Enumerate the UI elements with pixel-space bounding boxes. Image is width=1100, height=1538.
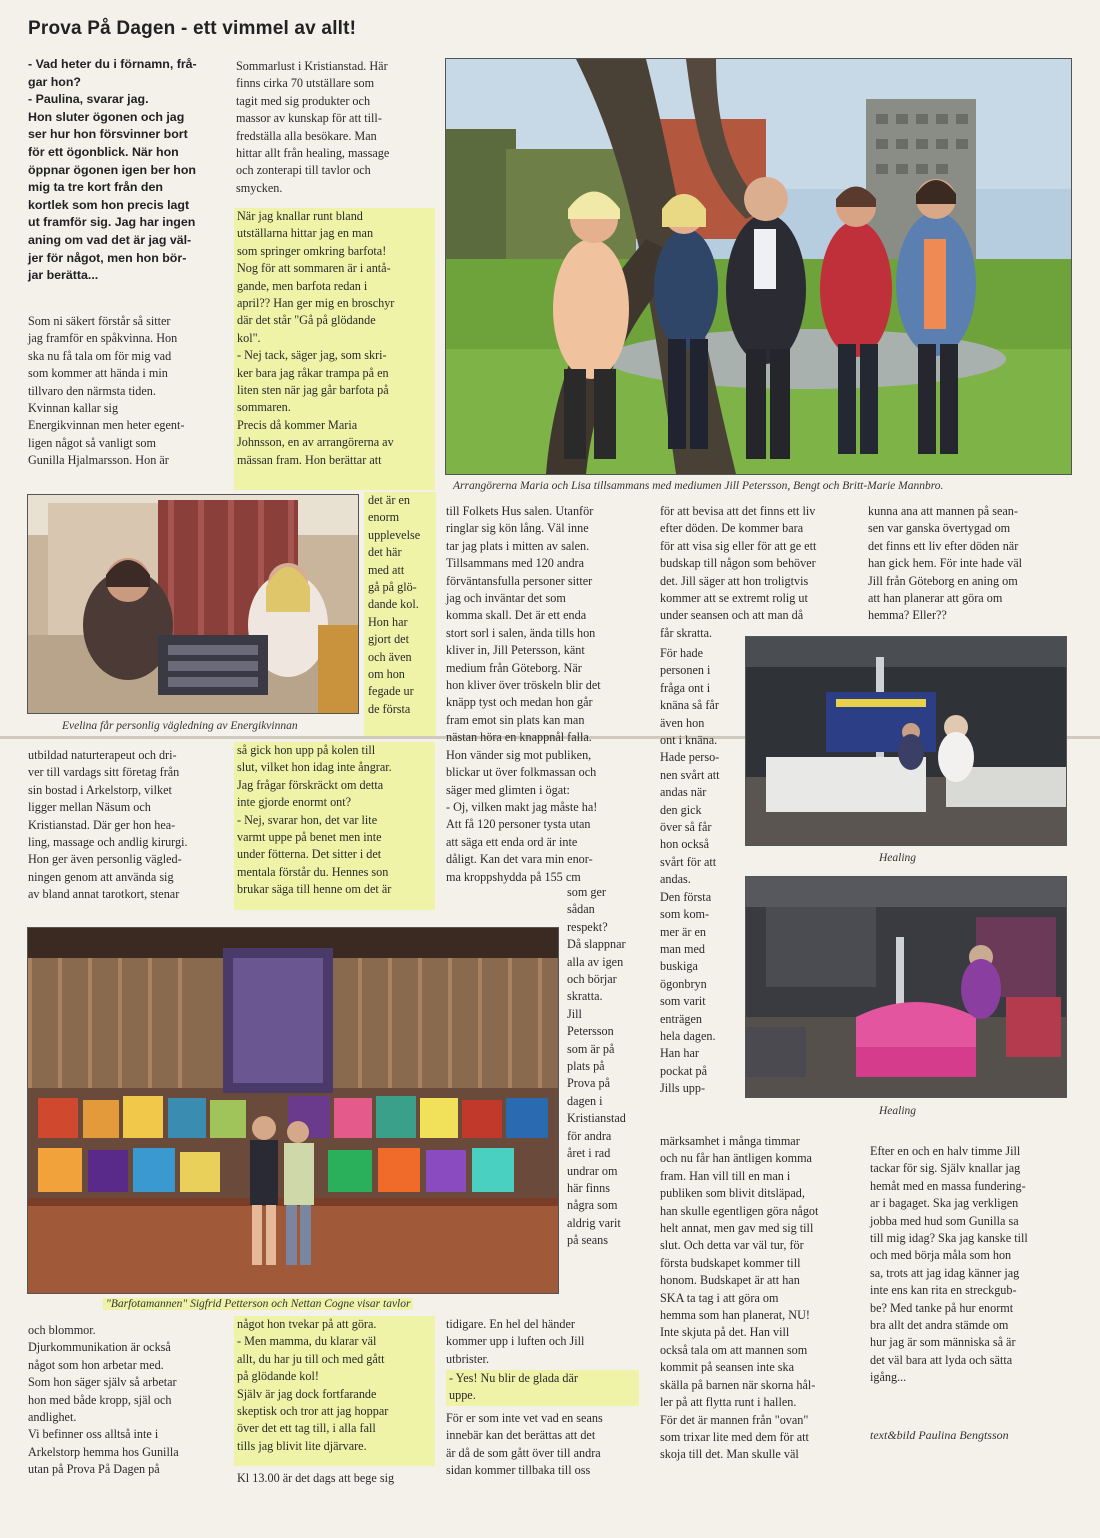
text-line: över det ett tag till, i alla fall xyxy=(237,1421,376,1436)
text-line: den gick xyxy=(660,802,702,817)
col3-narrow-text xyxy=(567,884,653,1250)
text-line: som springer omkring barfota! xyxy=(237,243,387,258)
text-line: För hade xyxy=(660,646,703,660)
text-line: tagit med sig produkter och xyxy=(236,93,371,108)
text-line: smycken. xyxy=(236,180,283,195)
text-line: det är en xyxy=(368,493,410,507)
text-line: publiken som blivit ditsläpad, xyxy=(660,1186,805,1201)
text-line: Prova på xyxy=(567,1076,610,1091)
text-line: Den första xyxy=(660,889,712,904)
text-line: på glödande kol! xyxy=(237,1369,319,1384)
text-line: för andra xyxy=(567,1128,612,1143)
text-line: jer för något, men hon bör- xyxy=(28,250,187,265)
text-line: helt annat, men gav med sig till xyxy=(660,1221,814,1236)
text-line: jag framför en spåkvinna. Hon xyxy=(28,331,178,346)
text-line: brukar säga till henne om det är xyxy=(237,882,392,897)
col4-top-text xyxy=(660,503,860,642)
col2-bottom-highlight xyxy=(234,1316,435,1466)
text-line: Efter en och en halv timme Jill xyxy=(870,1144,1021,1158)
text-line: stort sorl i salen, ända tills hon xyxy=(446,625,596,640)
text-line: fråga ont i xyxy=(660,680,711,695)
text-line: det väl bara att lyda och sätta xyxy=(870,1352,1013,1367)
text-line: hemåt med en massa fundering- xyxy=(870,1178,1026,1193)
text-line: aldrig varit xyxy=(567,1215,621,1230)
text-line: Hade perso- xyxy=(660,750,720,765)
text-line: några som xyxy=(567,1198,618,1213)
caption-healing-1: Healing xyxy=(879,852,917,864)
text-line: knäna så får xyxy=(660,698,719,713)
text-line: skeptisk och tror att jag hoppar xyxy=(237,1404,389,1419)
text-line: dande kol. xyxy=(368,597,419,612)
text-line: andlighet. xyxy=(28,1410,77,1425)
text-line: jag och inväntar det som xyxy=(446,591,566,606)
text-line: För det är mannen från "ovan" xyxy=(660,1412,809,1427)
text-line: För er som inte vet vad en seans xyxy=(446,1411,603,1425)
text-line: de första xyxy=(368,701,411,716)
text-line: hon kliver över tröskeln blir det xyxy=(446,678,601,693)
text-line: hemma? Eller?? xyxy=(868,608,947,623)
text-line: respekt? xyxy=(567,919,608,934)
text-line: skoja till det. Man skulle väl xyxy=(660,1447,799,1462)
text-line: första budskapet kommer till xyxy=(660,1255,801,1270)
healing-photo-1 xyxy=(745,636,1067,846)
text-line: jobba med hud som Gunilla sa xyxy=(870,1213,1019,1228)
text-line: och blommor. xyxy=(28,1323,96,1337)
text-line: kommit på seansen inte ska xyxy=(660,1360,795,1375)
text-line: liten sten när jag går barfota på xyxy=(237,383,389,398)
text-line: - Nej, svarar hon, det var lite xyxy=(237,812,378,827)
text-line: Hon vänder sig mot publiken, xyxy=(446,747,592,762)
col5-top-text xyxy=(868,503,1072,625)
text-line: och nu får han äntligen komma xyxy=(660,1151,812,1166)
text-line: ut framför sig. Jag har ingen xyxy=(28,215,196,230)
text-line: utbrister. xyxy=(446,1351,489,1366)
healing-photo-2 xyxy=(745,876,1067,1098)
text-line: Då slappnar xyxy=(567,937,626,952)
text-line: Som ni säkert förstår så sitter xyxy=(28,314,171,328)
text-line: Som hon säger själv så arbetar xyxy=(28,1375,177,1390)
text-line: Kristianstad. Där ger hon hea- xyxy=(28,817,176,832)
text-line: andas när xyxy=(660,785,707,800)
col1-mid-text xyxy=(28,747,228,904)
text-line: något hon tvekar på att göra. xyxy=(237,1317,377,1331)
text-line: pockat på xyxy=(660,1063,708,1078)
text-line: - Men mamma, du klarar väl xyxy=(237,1334,377,1349)
text-line: ont i knäna. xyxy=(660,733,718,748)
text-line: tills jag blivit lite djärvare. xyxy=(237,1438,367,1453)
text-line: sen var ganska övertygad om xyxy=(868,521,1011,536)
text-line: att han planerar att göra om xyxy=(868,591,1003,606)
text-line: hur jag är som människa så är xyxy=(870,1335,1016,1350)
text-line: bra allt det andra stämde om xyxy=(870,1318,1009,1333)
text-line: över så får xyxy=(660,820,712,835)
text-line: Petersson xyxy=(567,1024,614,1039)
text-line: allt, du har ju till och med gått xyxy=(237,1351,385,1366)
text-line: buskiga xyxy=(660,959,698,974)
text-line: om hon xyxy=(368,667,405,682)
text-line: gjort det xyxy=(368,632,409,647)
text-line: ska nu få tala om för mig vad xyxy=(28,348,172,363)
text-line: får skratta. xyxy=(660,625,713,640)
text-line: året i rad xyxy=(567,1146,611,1161)
text-line: Arkelstorp hemma hos Gunilla xyxy=(28,1444,179,1459)
text-line: skratta. xyxy=(567,989,603,1004)
text-line: innebär kan det berättas att det xyxy=(446,1428,596,1443)
text-line: Sommarlust i Kristianstad. Här xyxy=(236,59,388,73)
text-line: hemma som han planerat, NU! xyxy=(660,1308,810,1323)
text-line: aning om vad det är jag väl- xyxy=(28,232,192,247)
text-line: - Yes! Nu blir de glada där xyxy=(449,1371,578,1385)
text-line: knäpp tyst och medan hon går xyxy=(446,695,593,710)
text-line: för att bevisa att det finns ett liv xyxy=(660,504,816,518)
text-line: Johnsson, en av arrangörerna av xyxy=(237,435,394,450)
text-line: mig ta tre kort från den xyxy=(28,180,163,195)
text-line: upplevelse xyxy=(368,527,421,542)
text-line: där det står "Gå på glödande xyxy=(237,313,376,328)
barfota-photo xyxy=(27,927,559,1294)
text-line: slut. Och detta var väl tur, för xyxy=(660,1238,804,1253)
col3-bottom-rest xyxy=(446,1410,652,1480)
evelina-photo xyxy=(27,494,359,714)
text-line: sommaren. xyxy=(237,400,291,415)
text-line: När jag knallar runt bland xyxy=(237,209,363,223)
text-line: också tala om att mannen som xyxy=(660,1342,808,1357)
text-line: Djurkommunikation är också xyxy=(28,1340,171,1355)
text-line: utan på Prova På Dagen på xyxy=(28,1462,160,1477)
col1-bottom-text xyxy=(28,1322,228,1479)
text-line: inte ens kan rita en streckgub- xyxy=(870,1283,1017,1298)
text-line: personen i xyxy=(660,663,711,678)
text-line: svårt för att xyxy=(660,854,717,869)
text-line: sidan kommer tillbaka till oss xyxy=(446,1463,591,1478)
text-line: hela dagen. xyxy=(660,1028,716,1043)
text-line: Gunilla Hjalmarsson. Hon är xyxy=(28,453,169,468)
text-line: Själv är jag dock fortfarande xyxy=(237,1386,377,1401)
text-line: av bland annat tarotkort, stenar xyxy=(28,887,180,902)
text-line: som kom- xyxy=(660,907,710,922)
text-line: till Folkets Hus salen. Utanför xyxy=(446,504,594,518)
text-line: på seans xyxy=(567,1233,608,1248)
col1-top-text xyxy=(28,313,228,470)
text-line: så gick hon upp på kolen till xyxy=(237,743,376,757)
text-line: säger med glimten i ögat: xyxy=(446,782,570,797)
col2-top-text xyxy=(236,58,432,197)
text-line: ningen genom att använda sig xyxy=(28,869,174,884)
text-line: för att visa sig eller för att ge ett xyxy=(660,538,817,553)
text-line: och med börja måla som hon xyxy=(870,1248,1012,1263)
byline: text&bild Paulina Bengtsson xyxy=(870,1428,1009,1442)
text-line: kortlek som hon precis lagt xyxy=(28,197,190,212)
text-line: andas. xyxy=(660,872,691,887)
text-line: dagen i xyxy=(567,1093,603,1108)
text-line: Nog för att sommaren är i antå- xyxy=(237,261,391,276)
text-line: ögonbryn xyxy=(660,976,707,991)
text-line: igång... xyxy=(870,1370,907,1385)
text-line: SKA ta tag i att göra om xyxy=(660,1290,779,1305)
text-line: tillvaro den närmsta tiden. xyxy=(28,383,156,398)
text-line: Hon ger även personlig vägled- xyxy=(28,852,182,867)
text-line: sa, trots att jag idag känner jag xyxy=(870,1265,1020,1280)
text-line: man med xyxy=(660,941,706,956)
caption-healing-2: Healing xyxy=(879,1105,917,1117)
text-line: han gick hem. För inte hade väl xyxy=(868,556,1022,571)
text-line: - Nej tack, säger jag, som skri- xyxy=(237,348,387,363)
text-line: ligen något så vanligt som xyxy=(28,435,156,450)
text-line: plats på xyxy=(567,1059,605,1074)
text-line: Precis då kommer Maria xyxy=(237,417,358,432)
text-line: kunna ana att mannen på sean- xyxy=(868,504,1018,518)
text-line: be? Med tanke på hur enormt xyxy=(870,1300,1014,1315)
text-line: som kommer att hända i min xyxy=(28,366,168,381)
text-line: alla av igen xyxy=(567,954,624,969)
text-line: medium från Göteborg. När xyxy=(446,660,582,675)
text-line: som är på xyxy=(567,1041,615,1056)
text-line: massor av kunskap för att till- xyxy=(236,111,382,126)
text-line: till mig idag? Ska jag kanske till xyxy=(870,1231,1028,1246)
text-line: nästan höra en knappnål falla. xyxy=(446,730,592,745)
text-line: uppe. xyxy=(449,1388,476,1403)
caption-main: Arrangörerna Maria och Lisa tillsammans med mediumen Jill Petersson, Bengt och Britt-Marie Mannbro. xyxy=(453,480,944,492)
text-line: Kvinnan kallar sig xyxy=(28,401,119,416)
text-line: - Paulina, svarar jag. xyxy=(28,92,149,107)
text-line: Tillsammans med 120 andra xyxy=(446,556,585,571)
text-line: fram. Han vill till en man i xyxy=(660,1168,791,1183)
text-line: enorm xyxy=(368,510,400,525)
text-line: budskap till någon som behöver xyxy=(660,556,816,571)
text-line: fredställa alla besökare. Man xyxy=(236,128,377,143)
text-line: förväntansfulla personer sitter xyxy=(446,573,593,588)
text-line: tar jag plats i mitten av salen. xyxy=(446,538,590,553)
col4-bottom-text xyxy=(660,1133,860,1464)
text-line: han skulle egentligen göra något xyxy=(660,1203,819,1218)
text-line: mässan fram. Hon berättar att xyxy=(237,452,382,467)
text-line: sådan xyxy=(567,902,595,917)
text-line: kommer upp i luften och Jill xyxy=(446,1334,585,1349)
text-line: undrar om xyxy=(567,1163,618,1178)
text-line: ar i bagaget. Ska jag verkligen xyxy=(870,1196,1019,1211)
text-line: dåligt. Kan det vara min enor- xyxy=(446,852,593,867)
text-line: honom. Budskapet är att han xyxy=(660,1273,800,1288)
text-line: märksamhet i många timmar xyxy=(660,1134,800,1148)
text-line: nen svårt att xyxy=(660,767,720,782)
text-line: kommer att se extremt rolig ut xyxy=(660,591,808,606)
text-line: utbildad naturterapeut och dri- xyxy=(28,748,177,762)
text-line: det. Jill säger att hon troligtvis xyxy=(660,573,809,588)
text-line: öppnar ögonen igen ber hon xyxy=(28,162,196,177)
text-line: mentala förstår du. Hennes son xyxy=(237,864,389,879)
text-line: tidigare. En hel del händer xyxy=(446,1317,575,1331)
text-line: med att xyxy=(368,562,405,577)
text-line: Att få 120 personer tysta utan xyxy=(446,817,591,832)
text-line: för ett ögonblick. När hon xyxy=(28,144,179,159)
text-line: ser hur hon försvinner bort xyxy=(28,127,188,142)
text-line: enträgen xyxy=(660,1011,702,1026)
text-line: det här xyxy=(368,545,402,560)
text-line: Jill xyxy=(567,1006,582,1021)
text-line: under seansen och att man då xyxy=(660,608,804,623)
text-line: jar berätta... xyxy=(28,268,99,283)
text-line: som trixar lite med dem för att xyxy=(660,1429,809,1444)
text-line: och zonterapi till tavlor och xyxy=(236,163,371,178)
text-line: under fötterna. Det sitter i det xyxy=(237,847,382,862)
text-line: hon också xyxy=(660,837,710,852)
text-line: april?? Han ger mig en broschyr xyxy=(237,296,395,311)
text-line: ling, massage och andlig kirurgi. xyxy=(28,835,188,850)
col3-top-text xyxy=(446,503,652,886)
col2-mid-text xyxy=(234,742,435,910)
text-line: är då de som gått över till andra xyxy=(446,1445,601,1460)
text-line: varmt uppe på benet men inte xyxy=(237,830,382,845)
text-line: kliver in, Jill Petersson, känt xyxy=(446,643,585,658)
col5-bottom-text xyxy=(870,1143,1074,1387)
text-line: ringlar sig kön lång. Väl inne xyxy=(446,521,589,536)
text-line: sin bostad i Arkelstorp, vilket xyxy=(28,782,172,797)
article-title: Prova På Dagen - ett vimmel av allt! xyxy=(28,18,357,39)
col2-narrow-text xyxy=(364,492,436,737)
text-line: blickar ut över folkmassan och xyxy=(446,765,597,780)
text-line: kol". xyxy=(237,330,261,345)
text-line: ler på att flytta runt i hallen. xyxy=(660,1395,797,1410)
caption-barfota: "Barfotamannen" Sigfrid Petterson och Nettan Cogne visar tavlor xyxy=(103,1298,413,1310)
text-line: Jills upp- xyxy=(660,1081,706,1096)
text-line: Kristianstad xyxy=(567,1111,626,1126)
text-line: Vi befinner oss alltså inte i xyxy=(28,1427,159,1442)
text-line: som varit xyxy=(660,994,706,1009)
text-line: gande, men barfota redan i xyxy=(237,278,368,293)
caption-evelina: Evelina får personlig vägledning av Energikvinnan xyxy=(62,720,298,732)
text-line: det finns ett liv efter döden när xyxy=(868,538,1019,553)
text-line: - Vad heter du i förnamn, frå- xyxy=(28,57,197,71)
text-line: inte gjorde enormt ont? xyxy=(237,795,352,810)
text-line: något som hon arbetar med. xyxy=(28,1357,164,1372)
text-line: som ger xyxy=(567,885,606,899)
text-line: ker bara jag råkar trampa på en xyxy=(237,365,389,380)
text-line: komma skall. Det är ett enda xyxy=(446,608,587,623)
col2-highlight-text xyxy=(234,208,435,490)
text-line: Inte skjuta på det. Han vill xyxy=(660,1325,790,1340)
text-line: gar hon? xyxy=(28,74,81,89)
text-line: fegade ur xyxy=(368,684,414,699)
main-photo xyxy=(445,58,1072,475)
text-line: slut, vilket hon idag inte ångrar. xyxy=(237,760,392,775)
text-line: tackar för sig. Själv knallar jag xyxy=(870,1161,1021,1176)
text-line: skälla på barnen när skorna hål- xyxy=(660,1377,816,1392)
text-line: - Oj, vilken makt jag måste ha! xyxy=(446,799,598,814)
text-line: och börjar xyxy=(567,972,617,987)
text-line: Jag frågar förskräckt om detta xyxy=(237,777,384,792)
text-line: Energikvinnan men heter egent- xyxy=(28,418,185,433)
text-line: hon med både kropp, själ och xyxy=(28,1392,172,1407)
text-line: ligger mellan Näsum och xyxy=(28,800,151,815)
text-line: att säga ett enda ord är inte xyxy=(446,834,578,849)
text-line: Jill från Göteborg en aning om xyxy=(868,573,1018,588)
text-line: Hon sluter ögonen och jag xyxy=(28,109,185,124)
text-line: ver till vardags sitt företag från xyxy=(28,765,180,780)
col4-narrow-text xyxy=(660,645,738,1098)
text-line: och även xyxy=(368,649,412,664)
text-line: gå på glö- xyxy=(368,580,417,595)
lead-paragraph xyxy=(28,56,228,285)
text-line: mer är en xyxy=(660,924,707,939)
text-line: hittar allt från healing, massage xyxy=(236,146,390,161)
text-line: fram emot sin plats kan man xyxy=(446,712,585,727)
col3-bottom-highlight xyxy=(446,1370,639,1406)
text-line: efter döden. De kommer bara xyxy=(660,521,804,536)
text-line: finns cirka 70 utställare som xyxy=(236,76,375,91)
text-line: Hon har xyxy=(368,614,408,629)
col2-bottom-last: Kl 13.00 är det dags att bege sig xyxy=(237,1471,395,1485)
col3-bottom-text xyxy=(446,1316,652,1368)
text-line: Han har xyxy=(660,1046,699,1061)
text-line: även hon xyxy=(660,715,705,730)
text-line: utställarna hittar jag en man xyxy=(237,226,374,241)
text-line: här finns xyxy=(567,1180,610,1195)
text-line: ma kroppshydda på 155 cm xyxy=(446,869,581,884)
